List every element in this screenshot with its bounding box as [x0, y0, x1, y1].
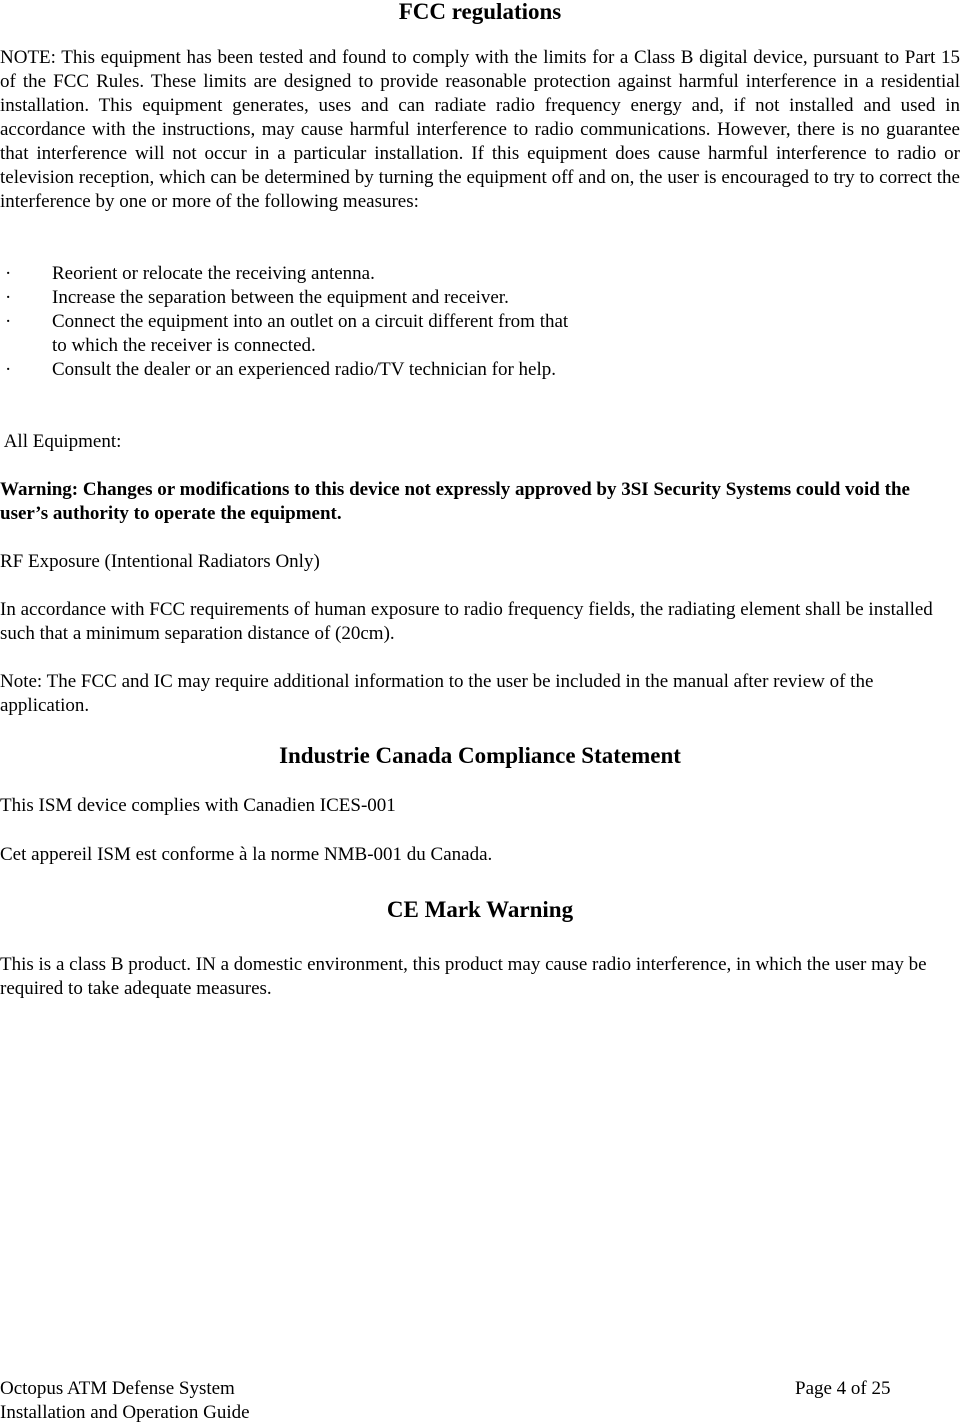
fcc-note-paragraph: NOTE: This equipment has been tested and found to comply with the limits for a Class B digital device, pursuant to Part 15 of the FCC Rules. These limits are designed to provide reasonable protection against harmful interference in a residential installation. This equipment generates, uses and can radiate radio frequency energy and, if not installed and used in accordance with the instructions, may cause harmful interference to radio communications. However, there is no guarantee that interference will not occur in a particular installation. If this equipment does cause harmful interference to radio or television reception, which can be determined by turning the equipment off and on, the user is encouraged to try to correct the interference by one or more of the following measures:	[0, 47, 960, 212]
measure-text: Reorient or relocate the receiving antenna.	[52, 263, 375, 284]
fcc-title: FCC regulations	[398, 0, 562, 24]
list-item	[0, 286, 572, 310]
canada-line-2: Cet appereil ISM est conforme à la norme NMB-001 du Canada.	[0, 844, 493, 865]
bullet-icon: ·	[5, 263, 12, 284]
canada-title: Industrie Canada Compliance Statement	[279, 743, 681, 768]
bullet-icon: ·	[5, 287, 12, 308]
ce-text: This is a class B product. IN a domestic environment, this product may cause radio interference, in which the user may be required to take adequate measures.	[0, 954, 927, 999]
warning-text: Warning: Changes or modifications to this device not expressly approved by 3SI Security Systems could void the user’s authority to operate the equipment.	[0, 479, 910, 524]
canada-line-1: This ISM device complies with Canadien ICES-001	[0, 795, 396, 816]
fcc-ic-note: Note: The FCC and IC may require additional information to the user be included in the manual after review of the application.	[0, 671, 874, 716]
all-equipment-label: All Equipment:	[0, 431, 122, 452]
rf-exposure-text: In accordance with FCC requirements of human exposure to radio frequency fields, the radiating element shall be installed such that a minimum separation distance of (20cm).	[0, 599, 933, 644]
bullet-icon: ·	[5, 359, 12, 380]
footer-product: Octopus ATM Defense System	[0, 1378, 235, 1399]
measure-text: Connect the equipment into an outlet on a circuit different from that to which the receiver is connected.	[52, 311, 569, 356]
footer-page-number: Page 4 of 25	[795, 1378, 891, 1399]
measure-text: Consult the dealer or an experienced radio/TV technician for help.	[52, 359, 557, 380]
measure-text: Increase the separation between the equipment and receiver.	[52, 287, 509, 308]
ce-title: CE Mark Warning	[386, 897, 574, 922]
list-item	[0, 310, 572, 358]
rf-exposure-heading: RF Exposure (Intentional Radiators Only)	[0, 551, 320, 572]
list-item	[0, 358, 572, 382]
measures-list	[0, 262, 620, 382]
footer-guide: Installation and Operation Guide	[0, 1402, 250, 1423]
list-item	[0, 262, 572, 286]
bullet-icon: ·	[5, 311, 12, 332]
